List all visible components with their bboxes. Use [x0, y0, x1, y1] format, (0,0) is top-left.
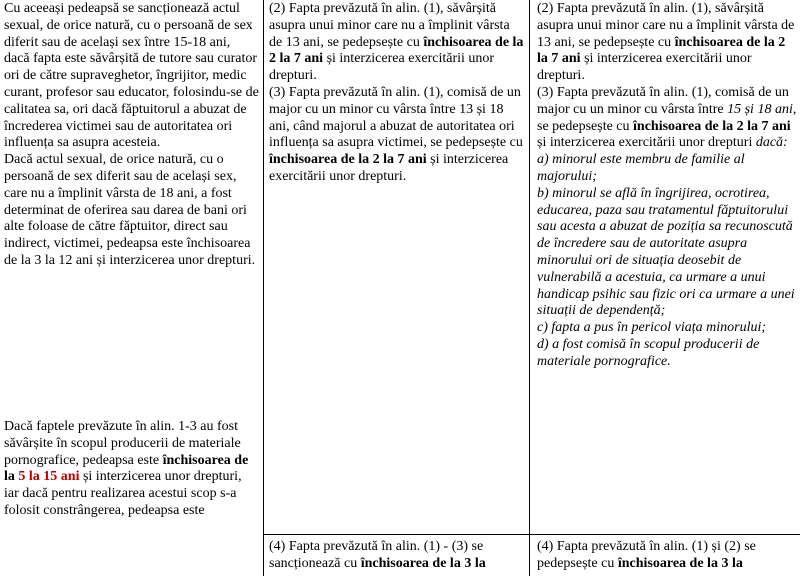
text-col3-2b: și interzicerea exercitării unor drepturi. — [537, 51, 752, 84]
text-col2-2a: (2) Fapta prevăzută în alin. (1), săvârșită asupra unui minor care nu a împlinit vârsta de 13 ani, se pedepsește cu — [269, 1, 510, 50]
text-col3-3c: și interzicerea exercitării unor drepturi — [537, 135, 756, 151]
text-col2-3a: (3) Fapta prevăzută în alin. (1), comisă de un major cu un minor cu vârsta între 13 și 18 ani, când majorul a abuzat de autoritatea ori influența sa asupra victimei, se pedepsește cu — [269, 84, 523, 151]
paragraph-col1-2: Dacă actul sexual, de orice natură, cu o persoană de sex diferit sau de același sex, care nu a împlinit vârsta de 18 ani, a fost determinat de oferirea sau darea de bani ori alte foloase de către făptuitor, direct sau indirect, victimei, pedeapsa este închisoarea de la 3 la 12 ani și interzicerea unor drepturi. — [4, 152, 256, 268]
bold-col3-2: închisoarea de la 2 la 7 ani — [537, 34, 786, 67]
text-col2-4a: (4) Fapta prevăzută în alin. (1) - (3) se sancționează cu — [269, 539, 484, 571]
paragraph-col1-3 — [0, 419, 263, 520]
red-penalty-text: 5 la 15 ani — [18, 469, 80, 485]
paragraph-col3-3 — [537, 85, 797, 152]
list-item-d-text: d) a fost comisă în scopul producerii de materiale pornografice. — [537, 336, 760, 369]
bold-col3-4: închisoarea de la 3 la — [617, 555, 743, 571]
bold-col1-3: închisoarea de la — [4, 452, 249, 485]
paragraph-col2-2 — [269, 1, 525, 85]
text-col2-3b: și interzicerea exercitării unor drepturi. — [269, 152, 509, 184]
paragraph-col1-1: Cu aceeași pedeapsă se sancționează actul sexual, de orice natură, cu o persoană de sex diferit sau de același sex între 15-18 ani, dacă fapta este săvârșită de tutore sau curator ori de către supraveghetor, îngrijitor, medic curant, profesor sau educator, folosindu-se de calitatea sa, ori dacă făptuitorul a abuzat de încrederea victimei sau de autoritatea ori influența sa asupra acesteia. — [4, 1, 259, 151]
text-col3-4a: (4) Fapta prevăzută în alin. (1) și (2) se pedepsește cu — [537, 539, 756, 571]
italic-daca: dacă: — [755, 135, 788, 151]
list-item-b-text: b) minorul se află în îngrijirea, ocrotirea, educarea, paza sau tratamentul făptuitorului sau acesta a abuzat de poziția sa recunoscută de încredere sau de autoritate asupra minorului ori de situația deosebit de vulnerabilă a acestuia, ca urmare a unui handicap psihic sau fizic ori ca urmare a unei situații de dependență; — [537, 185, 795, 319]
column-1 — [0, 0, 263, 576]
text-col1-3a: Dacă faptele prevăzute în alin. 1-3 au fost săvârșite în scopul producerii de materiale pornografice, pedeapsa este — [4, 419, 241, 468]
list-item-c — [537, 320, 797, 337]
text-col3-3b: , se pedepsește cu — [537, 101, 797, 134]
text-col3-3a: (3) Fapta prevăzută în alin. (1), comisă de un major cu un minor cu vârsta între — [537, 84, 789, 117]
paragraph-col2-3 — [269, 85, 525, 186]
list-item-a-text: a) minorul este membru de familie al majorului; — [537, 152, 745, 184]
text-col3-2a: (2) Fapta prevăzută în alin. (1), săvârșită asupra unui minor care nu a împlinit vârsta de 13 ani, se pedepsește cu — [537, 1, 795, 50]
bold-col2-3: închisoarea de la 2 la 7 ani — [269, 152, 427, 168]
bold-col2-2: închisoarea de la 2 la 7 ani — [269, 34, 524, 67]
column-2 — [263, 0, 529, 576]
paragraph-col3-2 — [537, 1, 797, 85]
text-col2-2b: și interzicerea exercitării unor drepturi. — [269, 51, 495, 84]
paragraph-col3-4 — [530, 539, 800, 573]
list-item-c-text: c) fapta a pus în pericol viața minorului; — [537, 320, 767, 336]
row-divider — [263, 534, 800, 535]
bold-col2-4: închisoarea de la 3 la — [360, 555, 486, 571]
column-3 — [529, 0, 800, 576]
bold-col3-3: închisoarea de la 2 la 7 ani — [633, 118, 791, 134]
paragraph-col2-4 — [264, 539, 529, 573]
list-item-b — [537, 186, 797, 320]
italic-age-range: 15 și 18 ani — [727, 101, 793, 117]
list-item-a — [537, 152, 797, 186]
list-item-d — [537, 337, 797, 371]
text-col1-3b: și interzicerea unor drepturi, iar dacă pentru realizarea acestui scop s-a folosit constrângerea, pedeapsa este — [4, 469, 242, 518]
